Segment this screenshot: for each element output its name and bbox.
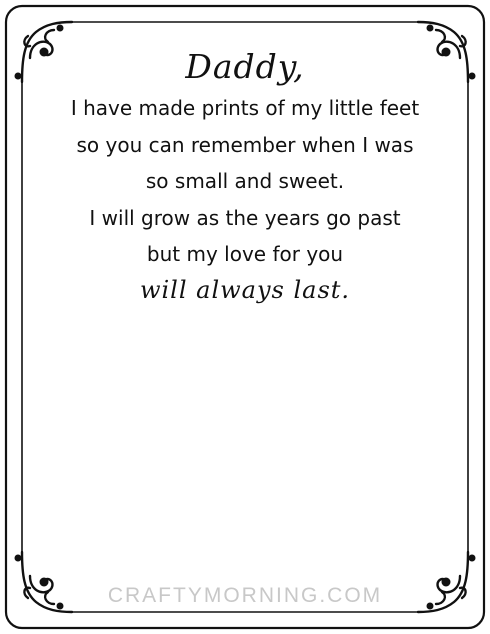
poem-greeting: Daddy, [185, 47, 305, 86]
poem-closing: will always last. [139, 275, 351, 304]
poem-line-3: so small and sweet. [145, 169, 345, 193]
poem-line-1: I have made prints of my little feet [70, 96, 420, 120]
poem-line-5: but my love for you [146, 242, 344, 266]
poem [30, 44, 460, 307]
poem-line-2: so you can remember when I was [76, 132, 414, 157]
poem-line-4: I will grow as the years go past [89, 205, 401, 230]
site-watermark: CRAFTYMORNING.COM [107, 584, 383, 607]
